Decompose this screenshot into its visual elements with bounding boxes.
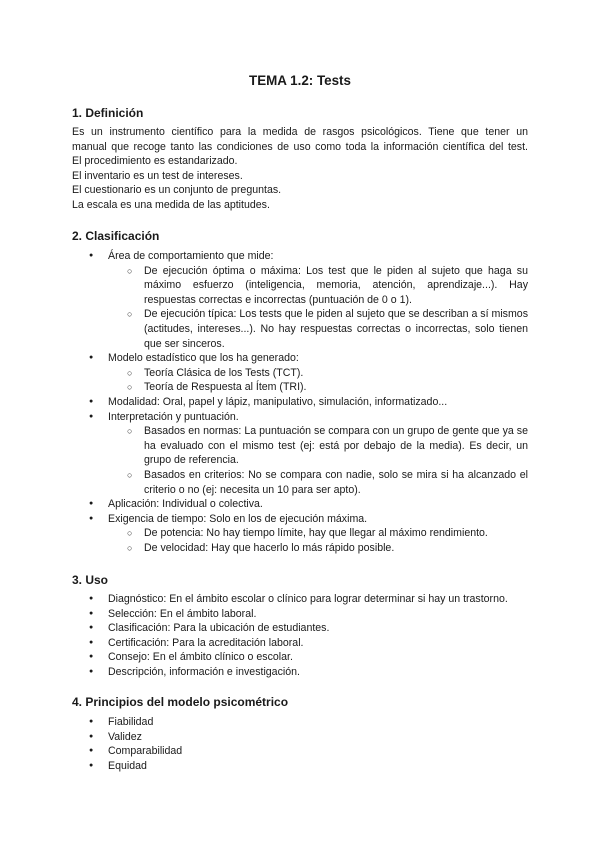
list-item: ● Interpretación y puntuación. — [72, 410, 528, 425]
list-item: ● Clasificación: Para la ubicación de estudiantes. — [72, 621, 528, 636]
list-item: ● Modelo estadístico que los ha generado: — [72, 351, 528, 366]
section-heading-clasificacion: 2. Clasificación — [72, 229, 160, 243]
list-item: ● Consejo: En el ámbito clínico o escolar. — [72, 650, 528, 665]
definicion-paragraph — [72, 125, 528, 213]
section-heading-definicion: 1. Definición — [72, 106, 144, 120]
sub-list-item: ○ De potencia: No hay tiempo límite, hay que llegar al máximo rendimiento. — [72, 526, 528, 541]
sub-list-item: ○ Basados en criterios: No se compara con nadie, solo se mira si ha alcanzado el criterio o no (ej: necesita un 10 para ser apto). — [72, 468, 528, 497]
list-item: ● Certificación: Para la acreditación laboral. — [72, 636, 528, 651]
section-heading-principios: 4. Principios del modelo psicométrico — [72, 695, 289, 709]
paragraph-line: El cuestionario es un conjunto de preguntas. — [72, 184, 282, 197]
section-heading-uso: 3. Uso — [72, 573, 109, 587]
sub-list-item: ○ Basados en normas: La puntuación se compara con un grupo de gente que ya se ha evaluado con el mismo test (ej: está por debajo de la media). Es decir, un grupo de referencia. — [72, 424, 528, 468]
list-item: ● Diagnóstico: En el ámbito escolar o clínico para lograr determinar si hay un trastorno. — [72, 592, 528, 607]
paragraph-line: La escala es una medida de las aptitudes. — [72, 198, 270, 211]
page-title: TEMA 1.2: Tests — [249, 73, 351, 88]
principios-list — [72, 715, 528, 773]
sub-list-item: ○ Teoría de Respuesta al Ítem (TRI). — [72, 380, 528, 395]
list-item: ● Modalidad: Oral, papel y lápiz, manipulativo, simulación, informatizado... — [72, 395, 528, 410]
uso-list — [72, 592, 528, 680]
paragraph-line: Es un instrumento científico para la medida de rasgos psicológicos. Tiene que tener un — [72, 126, 528, 138]
list-item: ● Equidad — [72, 759, 528, 774]
paragraph-line: El procedimiento es estandarizado. — [72, 155, 238, 168]
list-item: ● Selección: En el ámbito laboral. — [72, 607, 528, 622]
list-item: ● Validez — [72, 730, 528, 745]
list-item: ● Área de comportamiento que mide: — [72, 249, 528, 264]
list-item: ● Aplicación: Individual o colectiva. — [72, 497, 528, 512]
list-item: ● Descripción, información e investigación. — [72, 665, 528, 680]
sub-list-item: ○ Teoría Clásica de los Tests (TCT). — [72, 366, 528, 381]
list-item: ● Exigencia de tiempo: Solo en los de ejecución máxima. — [72, 512, 528, 527]
sub-list-item: ○ De ejecución típica: Los tests que le piden al sujeto que se describan a sí mismos (actitudes, intereses...). No hay respuestas correctas o incorrectas, solo tienen que ser sinceros. — [72, 307, 528, 351]
clasificacion-list — [72, 249, 528, 555]
paragraph-line: manual que recoge tanto las condiciones de uso como toda la información científica del test. — [72, 140, 528, 153]
sub-list-item: ○ De velocidad: Hay que hacerlo lo más rápido posible. — [72, 541, 528, 556]
list-item: ● Fiabilidad — [72, 715, 528, 730]
paragraph-line: El inventario es un test de intereses. — [72, 169, 243, 182]
list-item: ● Comparabilidad — [72, 744, 528, 759]
sub-list-item: ○ De ejecución óptima o máxima: Los test que le piden al sujeto que haga su máximo esfuerzo (inteligencia, memoria, atención, aprendizaje...). Hay respuestas correctas e incorrectas (puntuación de 0 o 1). — [72, 264, 528, 308]
